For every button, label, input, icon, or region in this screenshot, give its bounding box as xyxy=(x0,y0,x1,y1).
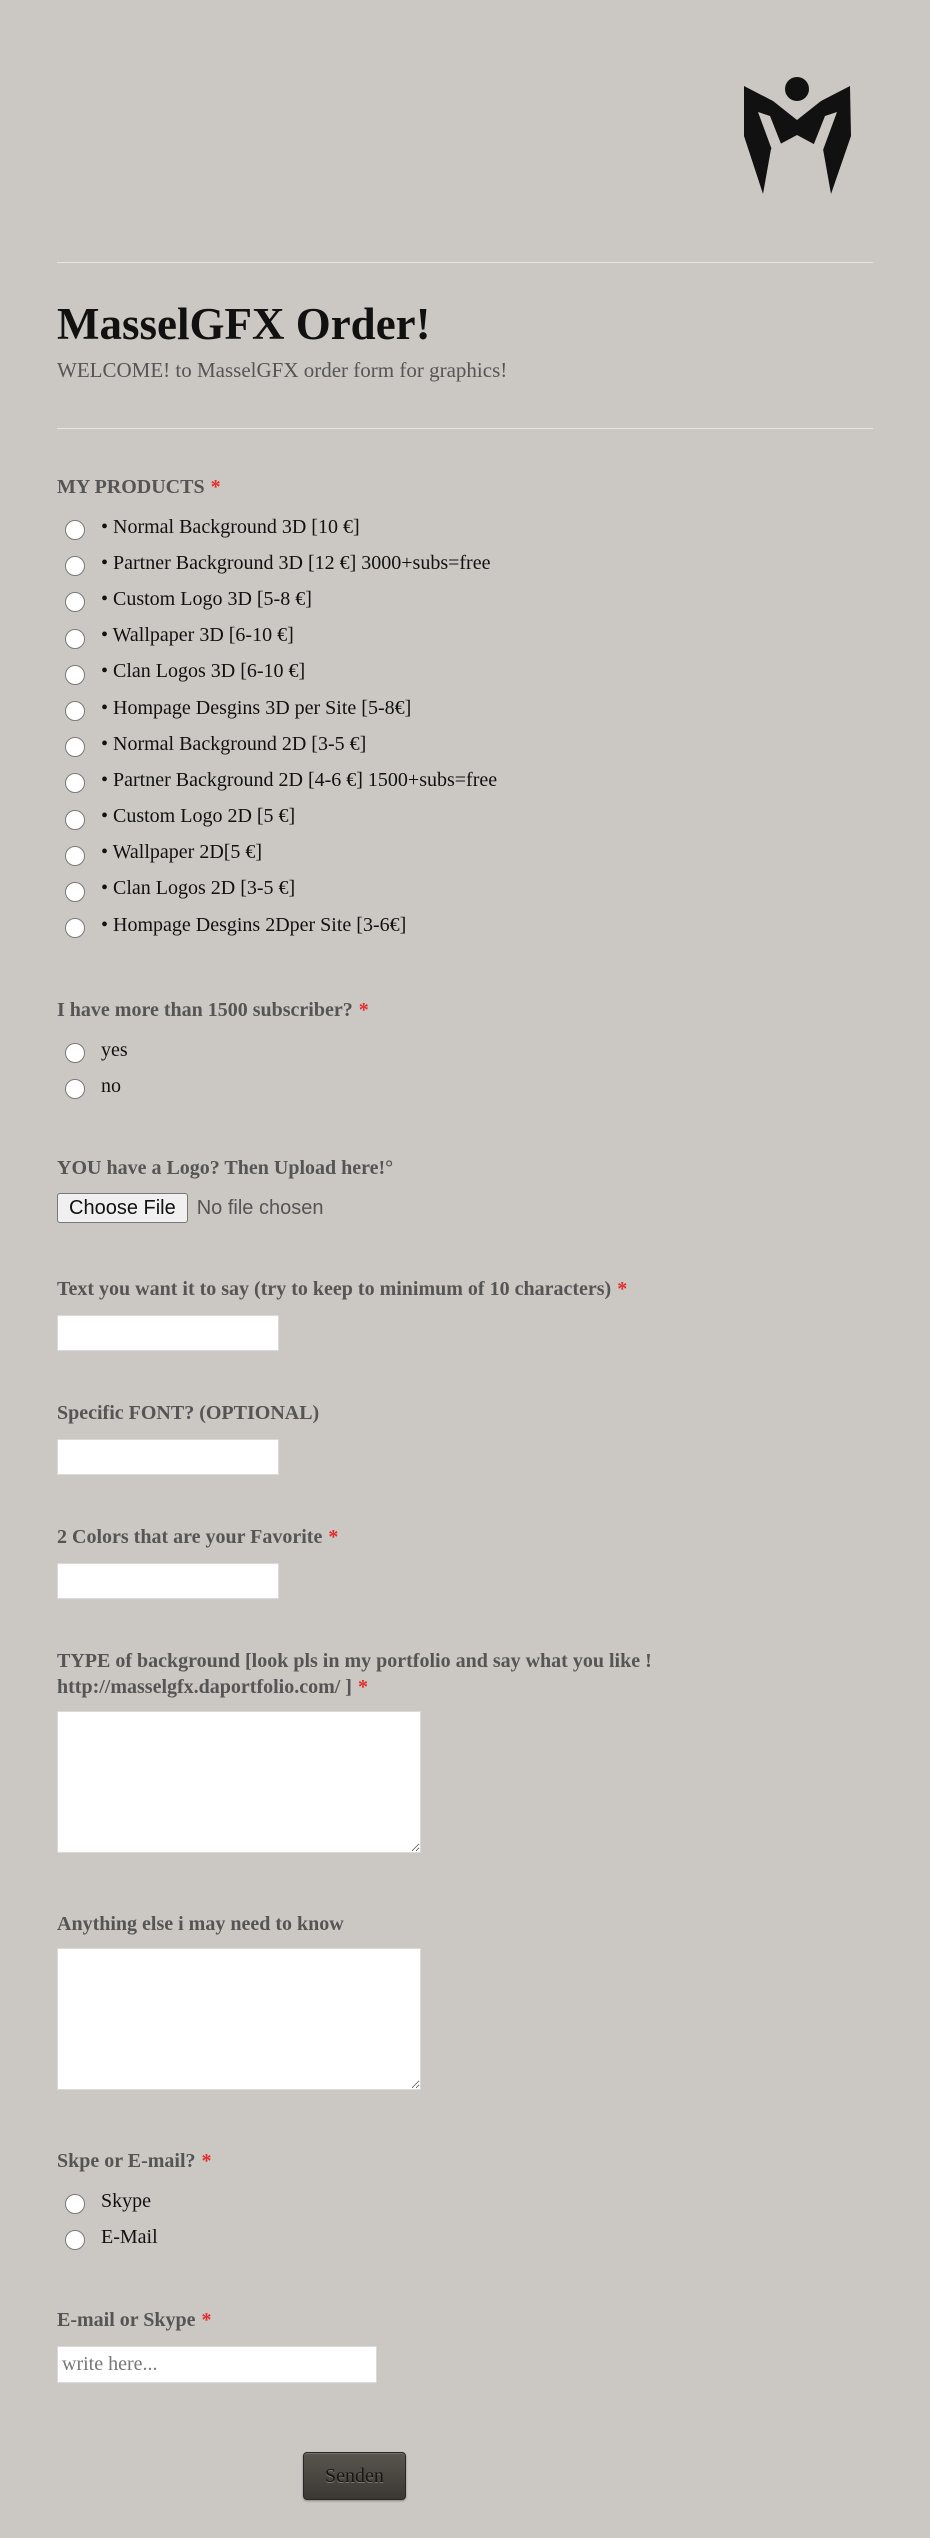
product-option[interactable] xyxy=(57,545,873,581)
extra-info-textarea[interactable] xyxy=(57,1948,421,2090)
products-label-text: MY PRODUCTS xyxy=(57,476,205,498)
choose-file-button[interactable]: Choose File xyxy=(57,1193,188,1223)
product-option-label: • Wallpaper 3D [6-10 €] xyxy=(101,624,294,647)
font-input[interactable] xyxy=(57,1439,279,1475)
font-question-label: Specific FONT? (OPTIONAL) xyxy=(57,1402,320,1424)
subscriber-label xyxy=(57,997,777,1023)
logo-upload-question xyxy=(57,1155,873,1223)
file-upload-control xyxy=(57,1193,873,1223)
product-option[interactable] xyxy=(57,509,873,545)
product-option-label: • Normal Background 2D [3-5 €] xyxy=(101,732,367,755)
text-question-label xyxy=(57,1276,777,1302)
contact-method-label xyxy=(57,2148,777,2174)
contact-detail-question xyxy=(57,2307,873,2383)
required-marker: * xyxy=(210,476,221,498)
subscriber-option-no[interactable] xyxy=(57,1068,873,1104)
text-input[interactable] xyxy=(57,1315,279,1351)
radio-button[interactable] xyxy=(65,592,85,612)
product-option[interactable] xyxy=(57,654,873,690)
contact-detail-label xyxy=(57,2307,777,2333)
form-title: MasselGFX Order! xyxy=(57,299,431,349)
product-option[interactable] xyxy=(57,907,873,943)
file-status: No file chosen xyxy=(196,1196,324,1219)
radio-button[interactable] xyxy=(65,1079,85,1099)
radio-button[interactable] xyxy=(65,846,85,866)
header-divider xyxy=(57,428,873,429)
submit-button[interactable]: Senden xyxy=(303,2452,406,2500)
radio-button[interactable] xyxy=(65,556,85,576)
product-option[interactable] xyxy=(57,618,873,654)
font-question xyxy=(57,1400,873,1475)
contact-option-label: E-Mail xyxy=(101,2225,158,2248)
subscriber-question xyxy=(57,997,873,1104)
required-marker: * xyxy=(201,2309,212,2331)
colors-question xyxy=(57,1524,873,1599)
radio-button[interactable] xyxy=(65,665,85,685)
contact-method-question xyxy=(57,2148,873,2255)
background-question xyxy=(57,1648,873,1853)
subscriber-options xyxy=(57,1032,873,1104)
text-question-label-text: Text you want it to say (try to keep to minimum of 10 characters) xyxy=(57,1278,612,1300)
form-subtitle: WELCOME! to MasselGFX order form for graphics! xyxy=(57,358,508,382)
product-option-label: • Clan Logos 3D [6-10 €] xyxy=(101,660,306,683)
colors-question-label xyxy=(57,1524,777,1550)
text-question xyxy=(57,1276,873,1351)
product-option[interactable] xyxy=(57,726,873,762)
contact-option-email[interactable] xyxy=(57,2219,873,2255)
extra-info-question xyxy=(57,1911,873,2090)
radio-button[interactable] xyxy=(65,520,85,540)
product-option[interactable] xyxy=(57,871,873,907)
logo-upload-label: YOU have a Logo? Then Upload here!° xyxy=(57,1157,394,1179)
radio-button[interactable] xyxy=(65,773,85,793)
radio-button[interactable] xyxy=(65,629,85,649)
contact-detail-input[interactable] xyxy=(57,2346,377,2383)
radio-button[interactable] xyxy=(65,810,85,830)
product-option[interactable] xyxy=(57,835,873,871)
radio-button[interactable] xyxy=(65,1043,85,1063)
colors-question-label-text: 2 Colors that are your Favorite xyxy=(57,1526,323,1548)
top-divider xyxy=(57,262,873,263)
required-marker: * xyxy=(328,1526,339,1548)
required-marker: * xyxy=(201,2150,212,2172)
radio-button[interactable] xyxy=(65,918,85,938)
background-question-label xyxy=(57,1648,777,1700)
radio-button[interactable] xyxy=(65,701,85,721)
product-option-label: • Normal Background 3D [10 €] xyxy=(101,515,360,538)
products-label xyxy=(57,474,777,500)
product-option-label: • Hompage Desgins 3D per Site [5-8€] xyxy=(101,696,412,719)
product-option[interactable] xyxy=(57,799,873,835)
product-option-label: • Clan Logos 2D [3-5 €] xyxy=(101,877,296,900)
radio-button[interactable] xyxy=(65,2194,85,2214)
product-option-label: • Custom Logo 3D [5-8 €] xyxy=(101,587,312,610)
product-option-label: • Partner Background 3D [12 €] 3000+subs=free xyxy=(101,551,491,574)
background-question-label-text: TYPE of background [look pls in my portfolio and say what you like ! http://masselgfx.daportfolio.com/ ] xyxy=(57,1650,652,1698)
product-option-label: • Wallpaper 2D[5 €] xyxy=(101,841,263,864)
products-options xyxy=(57,509,873,943)
colors-input[interactable] xyxy=(57,1563,279,1599)
required-marker: * xyxy=(617,1278,628,1300)
required-marker: * xyxy=(358,999,369,1021)
product-option-label: • Partner Background 2D [4-6 €] 1500+subs=free xyxy=(101,768,498,791)
contact-detail-label-text: E-mail or Skype xyxy=(57,2309,196,2331)
contact-option-label: Skype xyxy=(101,2189,151,2212)
extra-info-label: Anything else i may need to know xyxy=(57,1913,344,1935)
background-textarea[interactable] xyxy=(57,1711,421,1853)
radio-button[interactable] xyxy=(65,2230,85,2250)
subscriber-option-label: no xyxy=(101,1074,121,1097)
contact-option-skype[interactable] xyxy=(57,2183,873,2219)
product-option-label: • Hompage Desgins 2Dper Site [3-6€] xyxy=(101,913,407,936)
required-marker: * xyxy=(357,1676,368,1698)
product-option[interactable] xyxy=(57,581,873,617)
contact-method-label-text: Skpe or E-mail? xyxy=(57,2150,196,2172)
subscriber-label-text: I have more than 1500 subscriber? xyxy=(57,999,353,1021)
contact-method-options xyxy=(57,2183,873,2255)
subscriber-option-label: yes xyxy=(101,1038,128,1061)
product-option[interactable] xyxy=(57,690,873,726)
subscriber-option-yes[interactable] xyxy=(57,1032,873,1068)
products-question xyxy=(57,474,873,943)
masselgfx-m-logo-icon xyxy=(740,72,855,194)
product-option-label: • Custom Logo 2D [5 €] xyxy=(101,805,296,828)
radio-button[interactable] xyxy=(65,737,85,757)
radio-button[interactable] xyxy=(65,882,85,902)
product-option[interactable] xyxy=(57,762,873,798)
